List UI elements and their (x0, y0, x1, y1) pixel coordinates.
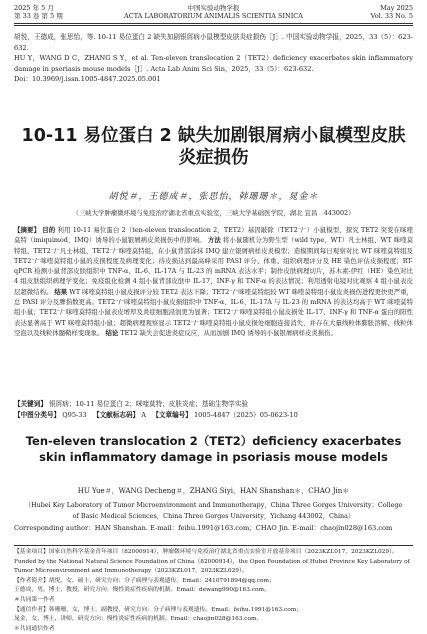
abstract-block (14, 225, 413, 338)
clc-label: 【中图分类号】 (14, 411, 61, 419)
keywords-text: 银屑病；10-11 易位蛋白 2；咪喹莫特；皮肤炎症；基础生物学实验 (49, 400, 248, 408)
citation-block (14, 32, 413, 85)
clc-value: Q95-33 (62, 411, 87, 419)
results-label: 结果 (54, 287, 68, 296)
footnote-fund: 【基金项目】国家自然科学基金青年项目（82000914），肿瘤微环境与免疫治疗湖北省重点实验室开放基金项目（2023KZL017，2023KZL029）。 (14, 549, 398, 555)
corresponding-author-en: Corresponding author：HAN Shanshan. E-mail：feihu.1991@163.com；CHAO Jin. E-mail：chaojin028@163.com (14, 524, 393, 532)
header-rule (14, 23, 413, 24)
article-id-value: 1005-4847（2025）05-0623-10 (193, 411, 298, 419)
abstract-label: 【摘要】 (14, 226, 41, 234)
citation-doi: Doi：10.3969/j.issn.1005-4847.2025.05.001 (14, 75, 161, 83)
article-id-label: 【文章编号】 (152, 411, 192, 419)
header-issue-en: May 2025 Vol. 33 No. 5 (370, 4, 413, 20)
doc-code-value: A (141, 411, 147, 419)
methods-text: 将小鼠随机分为野生型（wild type，WT）凡士林组、WT 咪喹莫特组、TET2⁻/⁻凡士林组、TET2⁻/⁻咪喹莫特组，在小鼠背部涂抹 IMQ 建立银屑病样皮炎模型；造模期间每日观察对比 WT 咪喹莫特组及 TET2⁻/⁻咪喹莫特组小鼠的皮损程度及病理变化；待皮损达到最高峰采用 PASI 评分、体重、组织病理评分及 HE 染色评估皮损程度；RT-qPCR 检测小鼠背部皮肤组织中 TNF-α、IL-6、IL-17A 与 IL-23 的 mRNA 表达水平；制作皮肤病理切片，苏木素-伊红（HE）染色对比 4 组皮肤组织病理学变化；免疫组化检测 4 组小鼠背部皮肤中 IL-17、INF-γ 和 TNF-α 的表达情况；利用透射电镜对比观察 4 组小鼠表皮层超微结构。 (14, 236, 413, 296)
keywords-block (14, 399, 413, 421)
objective-label: 目的 (42, 226, 56, 234)
header-journal-name: 中国实验动物学报 ACTA LABORATORIUM ANIMALIS SCIENTIA SINICA (124, 4, 303, 20)
footnote-rule (14, 545, 413, 546)
header-issue-cn: 2025 年 5 月 第 33 卷 第 5 期 (14, 4, 63, 20)
authors-en: HU Yue＃，WANG Decheng＃，ZHANG Siyi，HAN Shanshan＊，CHAO Jin＊ (77, 487, 350, 495)
results-text: WT 咪喹莫特组小鼠皮损评分较 TET2 表达下降；TET2⁻/⁻咪喹莫特组较 WT 咪喹莫特组小鼠皮炎损伤进程更快更严重，总 PASI 评分及脾指数更高；TET2⁻/⁻咪喹莫特组小鼠皮损组织中 TNF-α、IL-6、IL-17A 与 IL-23 的 mRNA 的表达均高于 WT 咪喹莫特组小鼠；TET2⁻/⁻咪喹莫特组小鼠表皮增厚及炎症细胞浸润更为显著；TET2⁻/⁻咪喹莫特组小鼠皮损处 IL-17、INF-γ 和 TNF-α 蛋白的阳性表达显著高于 WT 咪喹莫特组小鼠；超微病理观察显示 TET2⁻/⁻咪喹莫特组小鼠皮损处细胞连接消失，并存在大量线粒体膨胀溶解、线粒体空泡以及线粒体髓鞘样变现象。 (14, 287, 414, 337)
conclusion-label: 结论 (105, 328, 119, 337)
footnote-funded: Funded by the National Natural Science Foundation of China（82000914），the Open Foundation of Hubei Province Key Laboratory of Tumor Microenvironment and Immunotherapy（2023KZL017，2023KZL029）。 (14, 558, 410, 575)
article-title-cn: 10-11 易位蛋白 2 缺失加剧银屑病小鼠模型皮肤炎症损伤 (21, 126, 406, 168)
keywords-line (14, 399, 413, 410)
citation-en: HU Y，WANG D C，ZHANG S Y，et al. Ten-eleven translocation 2（TET2）deficiency exacerbates skin inflammatory damage in psoriasis mouse models［J］. Acta Lab Anim Sci Sin，2025，33（5）：623-632. (14, 54, 413, 73)
abstract-paragraph (14, 225, 413, 338)
footnotes-block (14, 548, 413, 634)
conclusion-text: TET2 缺失会促进炎症反应，从而加剧 IMQ 诱导的小鼠银屑病样皮炎损伤。 (120, 328, 337, 337)
journal-header (14, 3, 413, 25)
doc-code-label: 【文献标志码】 (92, 411, 140, 419)
citation-cn: 胡悦，王德成，张思怡，等. 10-11 易位蛋白 2 缺失加剧银屑病小鼠模型皮肤炎症损伤［J］. 中国实验动物学报，2025，33（5）：623-632. (14, 33, 413, 52)
affiliation-en: （Hubei Key Laboratory of Tumor Microenvironment and Immunotherapy，China Three Gorges University；College of Basic Medical Sciences，China Three Gorges University，Yichang 443002，China） (24, 501, 403, 520)
objective-text: 利用 10-11 易位蛋白 2（ten-eleven translocation 2，TET2）基因敲除（TET2⁻/⁻）小鼠模型，探究 TET2 突变在咪喹莫特（imiquimod，IMQ）诱导的小鼠银屑病皮炎损伤中的影响。 (14, 226, 413, 245)
footnote-corr-author: 【通信作者】韩珊珊，女，博士，副教授，研究方向：分子病理与表观遗传。Email：feihu.1991@163.com； 晁金，女，博士，讲师，研究方向：慢性炎症性疾病的机制。Email：chaojin028@163.com。 ＊共同通信作者 (14, 606, 303, 632)
article-title-en: Ten-eleven translocation 2（TET2）deficiency exacerbates skin inflammatory damage in psoriasis mouse models (25, 434, 402, 464)
keywords-label: 【关键词】 (14, 400, 47, 408)
footnote-author-intro: 【作者简介】胡悦，女，硕士，研究方向：分子病理与表观遗传。Email：2410791894@qq.com； 王德成，男，博士，教授，研究方向：慢性炎症性疾病的机制。Email：dewang990@163.com。 ＃共同第一作者 (14, 577, 275, 603)
classification-line (14, 410, 413, 421)
authors-cn: 胡悦＃，王德成＃，张思怡，韩珊珊＊，晁金＊ (108, 192, 319, 202)
affiliation-cn: （三峡大学肿瘤微环境与免疫治疗湖北省重点实验室，三峡大学基础医学院，湖北 宜昌 443002） (72, 209, 355, 217)
methods-label: 方法 (207, 236, 221, 245)
header-rule-thin (14, 25, 413, 26)
